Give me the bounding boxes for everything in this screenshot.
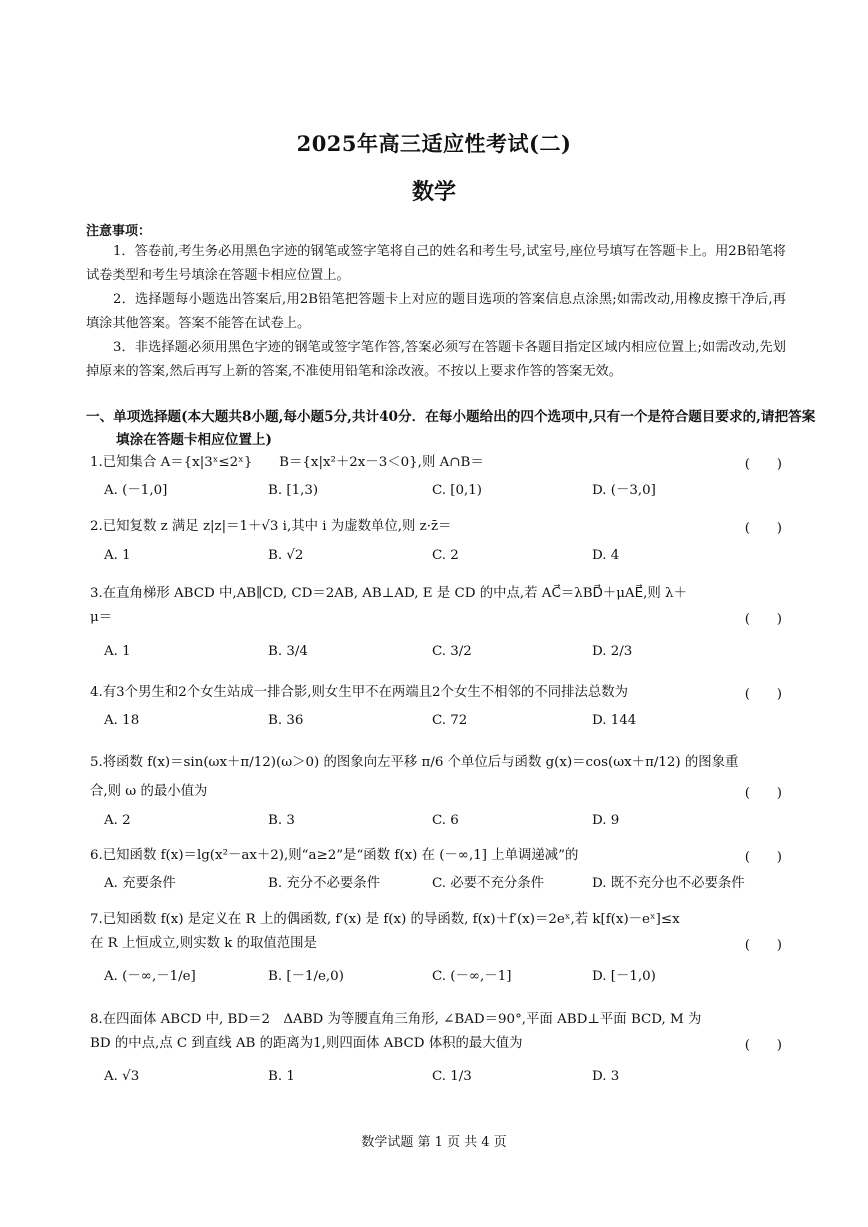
option-a: A. (－∞,－1/e] bbox=[104, 969, 196, 984]
question-3-stem-cont: μ＝ bbox=[90, 610, 113, 625]
option-d: D. [－1,0) bbox=[592, 969, 656, 984]
answer-paren: ( ) bbox=[744, 612, 782, 627]
question-1-stem: 1.已知集合 A＝{x|3ˣ≤2ˣ} B＝{x|x²＋2x－3＜0},则 A∩B＝ bbox=[90, 455, 484, 470]
section-heading: 一、单项选择题(本大题共8小题,每小题5分,共计40分．在每小题给出的四个选项中,只有一个是符合题目要求的,请把答案填涂在答题卡相应位置上) bbox=[86, 409, 816, 448]
option-c: C. 必要不充分条件 bbox=[432, 876, 545, 891]
option-b: B. 3/4 bbox=[268, 644, 308, 659]
option-c: C. 2 bbox=[432, 548, 459, 563]
question-5-stem: 5.将函数 f(x)＝sin(ωx＋π/12)(ω＞0) 的图象向左平移 π/6 个单位后与函数 g(x)＝cos(ωx＋π/12) 的图象重 bbox=[90, 755, 739, 770]
answer-paren: ( ) bbox=[744, 786, 782, 801]
option-c: C. 72 bbox=[432, 713, 468, 728]
notice-heading: 注意事项： bbox=[86, 224, 152, 239]
question-6-stem: 6.已知函数 f(x)＝lg(x²－ax＋2),则“a≥2”是“函数 f(x) 在 (－∞,1] 上单调递减”的 bbox=[90, 848, 579, 863]
option-d: D. 既不充分也不必要条件 bbox=[592, 876, 745, 891]
option-c: C. 1/3 bbox=[432, 1069, 472, 1084]
option-d: D. (－3,0] bbox=[592, 483, 656, 498]
notice-item-1: 1．答卷前,考生务必用黑色字迹的钢笔或签字笔将自己的姓名和考生号,试室号,座位号填写在答题卡上。用2B铅笔将试卷类型和考生号填涂在答题卡相应位置上。 bbox=[86, 244, 786, 283]
answer-paren: ( ) bbox=[744, 457, 782, 472]
subject-title: 数学 bbox=[411, 179, 456, 205]
option-b: B. [1,3) bbox=[268, 483, 319, 498]
question-8-stem-cont: BD 的中点,点 C 到直线 AB 的距离为1,则四面体 ABCD 体积的最大值为 bbox=[90, 1036, 523, 1051]
exam-title: 2025年高三适应性考试(二) bbox=[296, 131, 572, 156]
option-a: A. 2 bbox=[104, 813, 131, 828]
option-d: D. 9 bbox=[592, 813, 620, 828]
page-footer: 数学试题 第 1 页 共 4 页 bbox=[361, 1135, 507, 1150]
answer-paren: ( ) bbox=[744, 521, 782, 536]
notice-item-2: 2．选择题每小题选出答案后,用2B铅笔把答题卡上对应的题目选项的答案信息点涂黑;如需改动,用橡皮擦干净后,再填涂其他答案。答案不能答在试卷上。 bbox=[86, 292, 786, 331]
option-a: A. 1 bbox=[104, 548, 131, 563]
answer-paren: ( ) bbox=[744, 1038, 782, 1053]
option-b: B. √2 bbox=[268, 548, 304, 563]
option-c: C. 3/2 bbox=[432, 644, 472, 659]
question-7-stem: 7.已知函数 f(x) 是定义在 R 上的偶函数, f′(x) 是 f(x) 的导函数, f(x)＋f′(x)＝2eˣ,若 k[f(x)－eˣ]≤x bbox=[90, 912, 680, 927]
option-a: A. 充要条件 bbox=[104, 876, 176, 891]
answer-paren: ( ) bbox=[744, 850, 782, 865]
option-a: A. 1 bbox=[104, 644, 131, 659]
option-a: A. √3 bbox=[104, 1069, 140, 1084]
option-d: D. 2/3 bbox=[592, 644, 633, 659]
option-d: D. 3 bbox=[592, 1069, 620, 1084]
option-c: C. [0,1) bbox=[432, 483, 483, 498]
option-a: A. 18 bbox=[104, 713, 140, 728]
option-d: D. 4 bbox=[592, 548, 620, 563]
question-8-stem: 8.在四面体 ABCD 中, BD＝2 ΔABD 为等腰直角三角形, ∠BAD＝90°,平面 ABD⊥平面 BCD, M 为 bbox=[90, 1012, 702, 1027]
question-5-stem-cont: 合,则 ω 的最小值为 bbox=[90, 784, 208, 799]
notice-item-3: 3．非选择题必须用黑色字迹的钢笔或签字笔作答,答案必须写在答题卡各题目指定区域内相应位置上;如需改动,先划掉原来的答案,然后再写上新的答案,不准使用铅笔和涂改液。不按以上要求作答的答案无效。 bbox=[86, 340, 786, 379]
answer-paren: ( ) bbox=[744, 938, 782, 953]
option-c: C. 6 bbox=[432, 813, 459, 828]
option-b: B. 充分不必要条件 bbox=[268, 876, 381, 891]
option-b: B. 36 bbox=[268, 713, 304, 728]
option-d: D. 144 bbox=[592, 713, 637, 728]
question-3-stem: 3.在直角梯形 ABCD 中,AB∥CD, CD＝2AB, AB⊥AD, E 是 CD 的中点,若 AC⃗＝λBD⃗＋μAE⃗,则 λ＋ bbox=[90, 586, 687, 601]
question-2-stem: 2.已知复数 z 满足 z|z|＝1＋√3 i,其中 i 为虚数单位,则 z·z̄＝ bbox=[90, 519, 452, 534]
option-b: B. 1 bbox=[268, 1069, 295, 1084]
option-b: B. 3 bbox=[268, 813, 295, 828]
question-4-stem: 4.有3个男生和2个女生站成一排合影,则女生甲不在两端且2个女生不相邻的不同排法总数为 bbox=[90, 685, 629, 700]
option-b: B. [－1/e,0) bbox=[268, 969, 344, 984]
option-a: A. (－1,0] bbox=[104, 483, 168, 498]
answer-paren: ( ) bbox=[744, 687, 782, 702]
question-7-stem-cont: 在 R 上恒成立,则实数 k 的取值范围是 bbox=[90, 936, 317, 951]
option-c: C. (－∞,－1] bbox=[432, 969, 512, 984]
